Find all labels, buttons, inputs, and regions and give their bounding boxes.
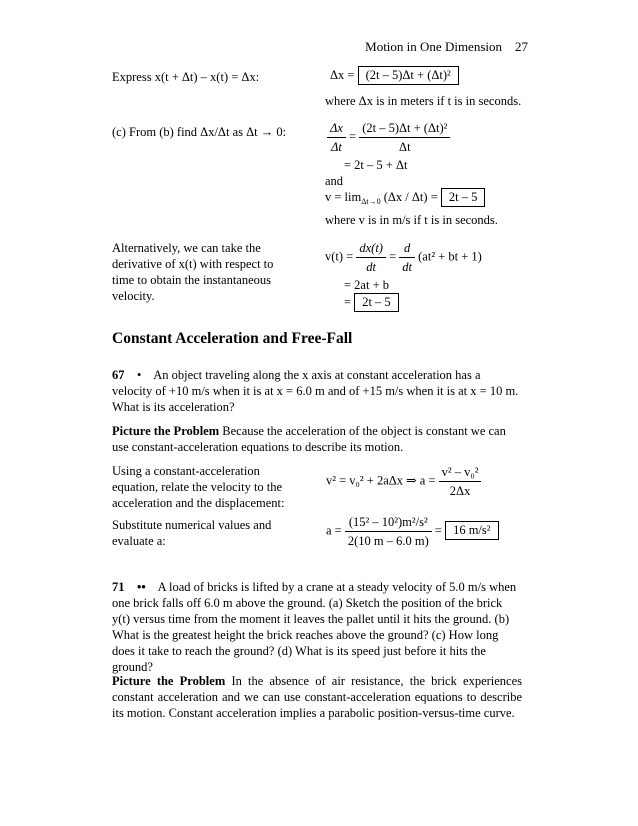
- step3-label: Alternatively, we can take the derivative of x(t) with respect to time to obtain the instantaneous velocity.: [112, 241, 274, 303]
- problem67-difficulty: •: [137, 368, 142, 382]
- problem67-stepB-label: Substitute numerical values and evaluate a:: [112, 518, 272, 548]
- step2-boxed-result: 2t – 5: [441, 188, 485, 207]
- step2-and: and: [325, 174, 344, 188]
- problem67-stepA-equation: v² = v₀² + 2aΔx ⇒ a = $\frac{\text{v² – v₀²}}{2\Delta x}$: [326, 464, 481, 499]
- step3-derivative-equation: v(t) = $\frac{dx(t)}{dt}$ = $\frac{d}{dt}$ (at² + bt + 1): [325, 241, 482, 274]
- step1-label: Express x(t + Δt) – x(t) = Δx:: [112, 70, 260, 84]
- step2-note: where v is in m/s if t is in seconds.: [325, 213, 498, 227]
- section-title: Constant Acceleration and Free-Fall: [112, 330, 353, 347]
- step1-note: where Δx is in meters if t is in seconds.: [325, 94, 522, 108]
- problem67-statement: [112, 367, 522, 415]
- problem71-picture-text: In the absence of air resistance, the brick experiences constant acceleration and we can use constant-acceleration equations to describe its motion. Constant acceleration implies a parabolic position-versus-time curve.: [112, 674, 523, 720]
- step2-limit-equation: $v = \lim_{\Delta t\to 0} (\Delta x / \Delta t) = 2t - 5$: [325, 188, 485, 207]
- running-header: [300, 39, 528, 55]
- problem67-stepB-equation: a = $\frac{\text{(15² – 10²)m²/s²}}{2(10 m - 6.0 m)}$ = 16 m/s²: [326, 514, 499, 549]
- problem71-difficulty: ••: [137, 580, 146, 594]
- step2-label: (c) From (b) find Δx/Δt as Δt → 0:: [112, 125, 287, 139]
- header-title: Motion in One Dimension: [365, 39, 502, 54]
- step2-simplified: = 2t – 5 + Δt: [344, 158, 408, 172]
- problem67-text: An object traveling along the x axis at constant acceleration has a velocity of +10 m/s when it is at x = 6.0 m and of +15 m/s when it is at x = 10 m. What is its acceleration?: [112, 368, 519, 414]
- problem67-picture: [112, 423, 522, 455]
- problem67-picture-label: Picture the Problem: [112, 424, 220, 438]
- problem67-boxed-result: 16 m/s²: [445, 521, 498, 540]
- problem67-stepA-label: Using a constant-acceleration equation, relate the velocity to the acceleration and the displacement:: [112, 464, 285, 510]
- problem71-number: 71: [112, 580, 125, 594]
- problem71-picture-label: Picture the Problem: [112, 674, 226, 688]
- step1-equation: Δx = (2t – 5)Δt + (Δt)²: [330, 66, 459, 85]
- problem71-picture: [112, 673, 522, 721]
- step3-line3: = 2t – 5: [344, 293, 399, 312]
- problem67-picture-text: Because the acceleration of the object is constant we can use constant-acceleration equations to describe its motion.: [112, 424, 506, 454]
- page-number: 27: [515, 39, 528, 54]
- problem67-number: 67: [112, 368, 125, 382]
- step3-line2: = 2at + b: [344, 278, 389, 292]
- step3-boxed-result: 2t – 5: [354, 293, 398, 312]
- step1-boxed-result: (2t – 5)Δt + (Δt)²: [358, 66, 459, 85]
- step2-fraction-equation: $\frac{\Delta x}{\Delta t}$ = $\frac{\text{(2t – 5)Δt + (Δt)²}}{\Delta t}$: [327, 120, 450, 155]
- problem71-text: A load of bricks is lifted by a crane at a steady velocity of 5.0 m/s when one brick falls off 6.0 m above the ground. (a) Sketch the position of the brick y(t) versus time from the moment it leaves the pallet until it hits the ground. (b) What is the greatest height the brick reaches above the ground? (c) How long does it take to reach the ground? (d) What is its speed just before it hits the ground?: [112, 580, 517, 674]
- problem71-statement: [112, 579, 522, 675]
